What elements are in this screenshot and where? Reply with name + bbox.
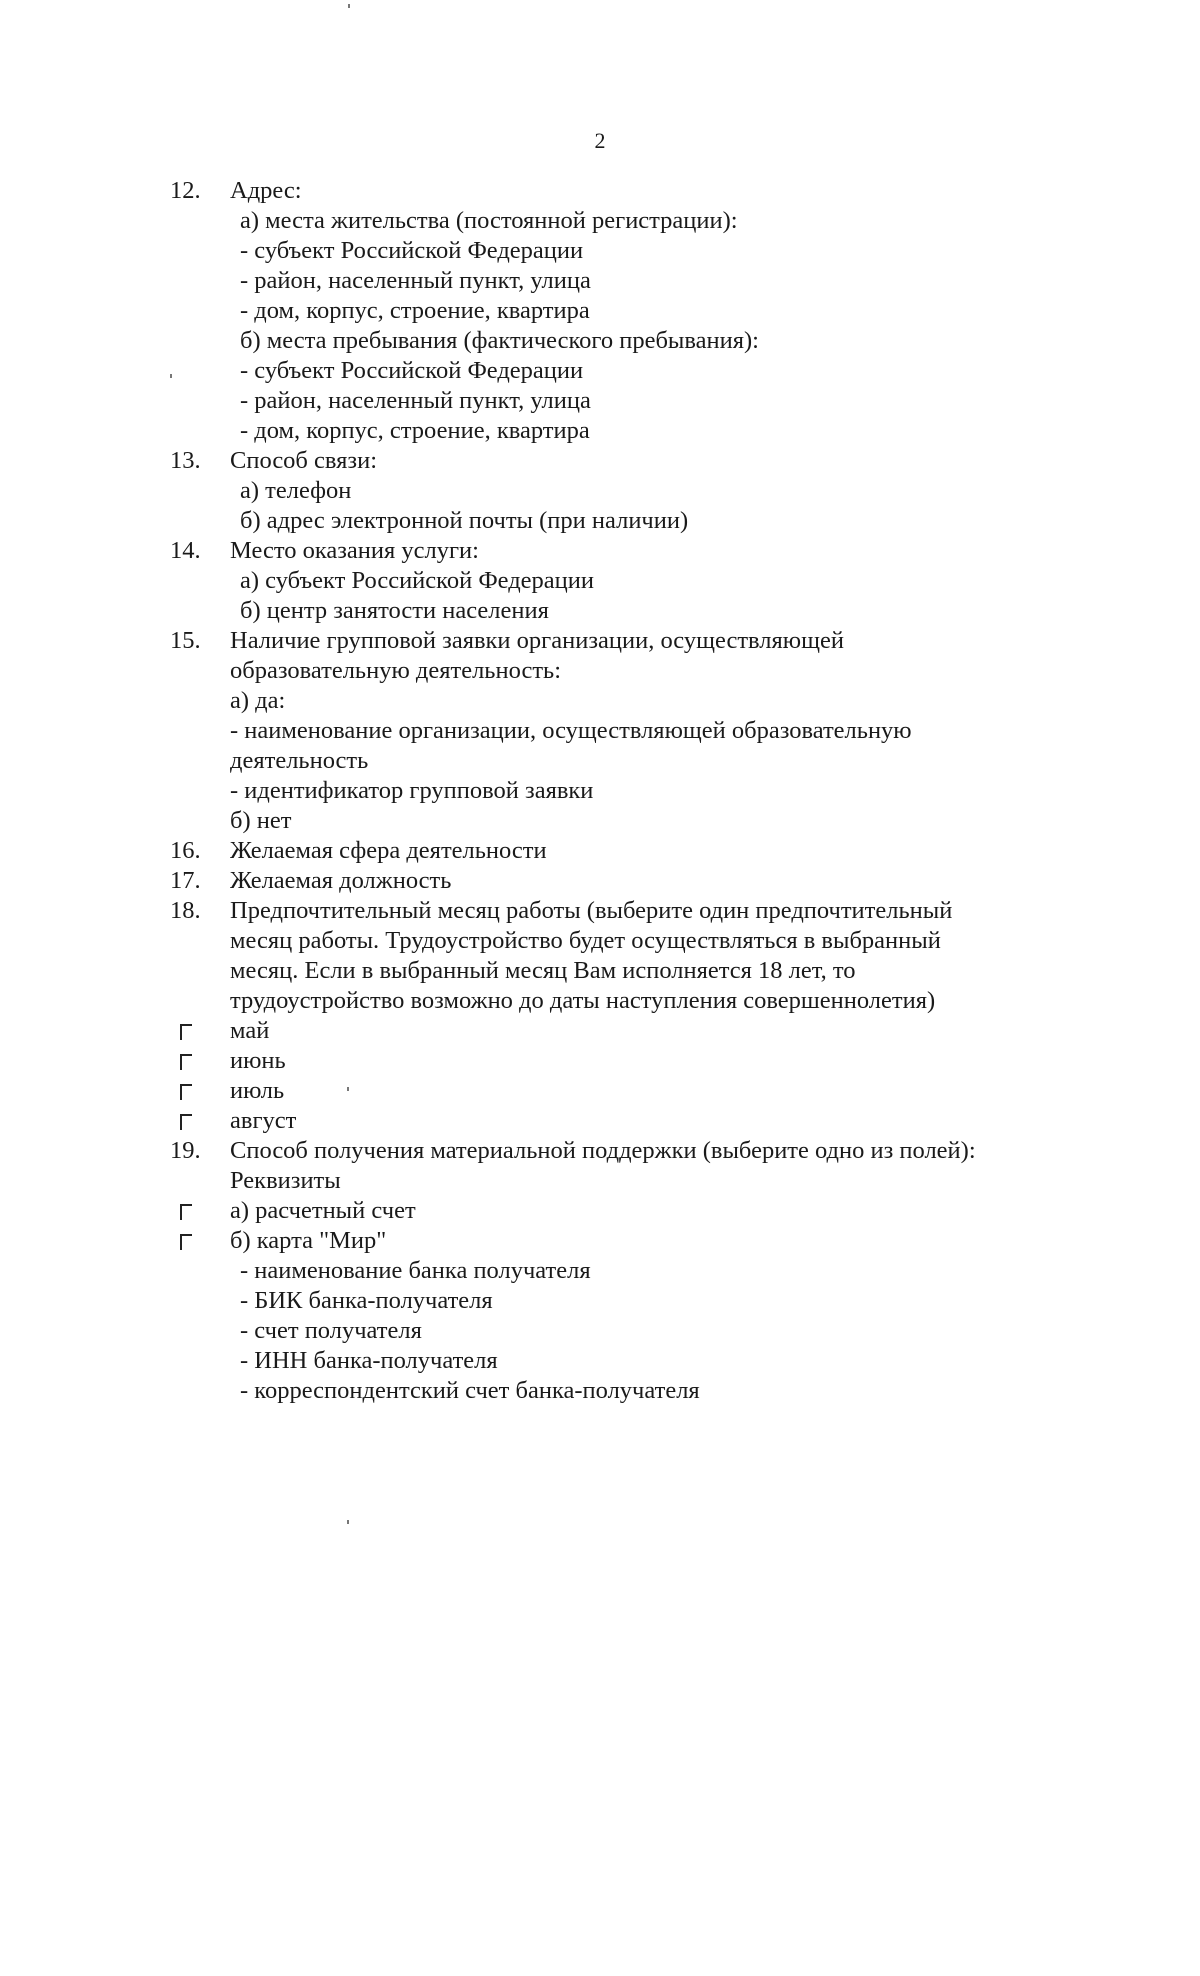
subitem-a: а) да: [230, 687, 286, 714]
checkbox-icon[interactable] [180, 1114, 192, 1130]
list-item: - наименование банка получателя [240, 1257, 591, 1284]
section-number: 18. [170, 897, 201, 924]
section-title: Адрес: [230, 177, 302, 204]
section-text: месяц. Если в выбранный месяц Вам исполняется 18 лет, то [230, 957, 856, 984]
subitem-a: а) субъект Российской Федерации [240, 567, 595, 594]
subitem-b: б) адрес электронной почты (при наличии) [240, 507, 689, 534]
scan-speck [347, 1087, 349, 1091]
subitem-b: б) места пребывания (фактического пребывания): [240, 327, 759, 354]
checkbox-icon[interactable] [180, 1054, 192, 1070]
list-item: - район, населенный пункт, улица [240, 387, 591, 414]
option-label: май [230, 1017, 270, 1044]
section-title: Желаемая сфера деятельности [230, 837, 547, 864]
section-title: Место оказания услуги: [230, 537, 479, 564]
subitem-a: а) места жительства (постоянной регистрации): [240, 207, 738, 234]
section-number: 13. [170, 447, 201, 474]
scan-speck [347, 1520, 349, 1524]
list-item: - субъект Российской Федерации [240, 237, 584, 264]
subitem-a: а) телефон [240, 477, 352, 504]
checkbox-icon[interactable] [180, 1204, 192, 1220]
list-item: - дом, корпус, строение, квартира [240, 297, 590, 324]
list-item: - наименование организации, осуществляющей образовательную [230, 717, 912, 744]
option-label: июнь [230, 1047, 286, 1074]
section-title: Способ получения материальной поддержки (выберите одно из полей): [230, 1137, 976, 1164]
page-number: 2 [594, 128, 606, 153]
option-label: август [230, 1107, 297, 1134]
section-subtitle: Реквизиты [230, 1167, 341, 1194]
section-title: Желаемая должность [230, 867, 452, 894]
list-item: - корреспондентский счет банка-получателя [240, 1377, 700, 1404]
section-title: Способ связи: [230, 447, 378, 474]
section-number: 14. [170, 537, 201, 564]
checkbox-icon[interactable] [180, 1084, 192, 1100]
section-text: трудоустройство возможно до даты наступления совершеннолетия) [230, 987, 936, 1014]
list-item: - субъект Российской Федерации [240, 357, 584, 384]
section-number: 12. [170, 177, 201, 204]
list-item: - идентификатор групповой заявки [230, 777, 594, 804]
section-text: Предпочтительный месяц работы (выберите один предпочтительный [230, 897, 953, 924]
option-label: июль [230, 1077, 285, 1104]
section-number: 16. [170, 837, 201, 864]
option-label: а) расчетный счет [230, 1197, 416, 1224]
list-item: - дом, корпус, строение, квартира [240, 417, 590, 444]
scan-speck [348, 4, 350, 8]
section-text: месяц работы. Трудоустройство будет осуществляться в выбранный [230, 927, 941, 954]
section-title: Наличие групповой заявки организации, осуществляющей [230, 627, 844, 654]
list-item: - счет получателя [240, 1317, 422, 1344]
section-number: 17. [170, 867, 201, 894]
section-number: 15. [170, 627, 201, 654]
section-title-cont: образовательную деятельность: [230, 657, 562, 684]
checkbox-icon[interactable] [180, 1234, 192, 1250]
list-item: - БИК банка-получателя [240, 1287, 493, 1314]
subitem-b: б) центр занятости населения [240, 597, 549, 624]
section-number: 19. [170, 1137, 201, 1164]
option-label: б) карта "Мир" [230, 1227, 387, 1254]
list-item-cont: деятельность [230, 747, 369, 774]
list-item: - ИНН банка-получателя [240, 1347, 498, 1374]
subitem-b: б) нет [230, 807, 292, 834]
scan-speck [170, 374, 172, 378]
list-item: - район, населенный пункт, улица [240, 267, 591, 294]
checkbox-icon[interactable] [180, 1024, 192, 1040]
